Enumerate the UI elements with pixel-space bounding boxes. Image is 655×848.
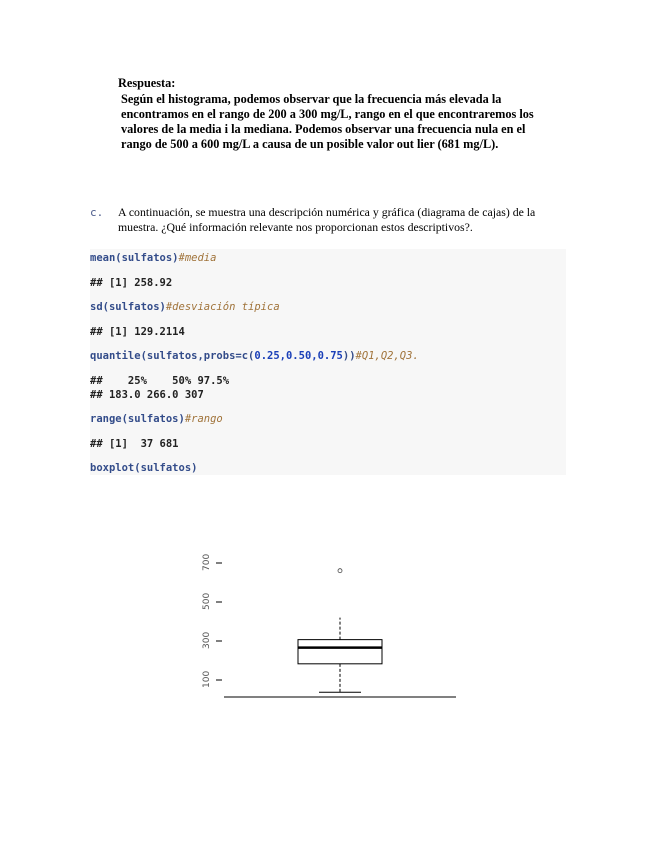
mean-line <box>90 252 216 264</box>
answer-body: Según el histograma, podemos observar que la frecuencia más elevada la encontramos en el rango de 200 a 300 mg/L, rango en el que encontraremos los valores de la media i la mediana. Podemos observar una frecuencia nula en el rango de 500 a 600 mg/L a causa de un posible valor out lier (681 mg/L). <box>121 92 534 151</box>
question-letter: c. <box>90 206 104 219</box>
iqr-box <box>298 640 382 664</box>
quantile-line <box>90 350 419 362</box>
answer-block <box>118 76 558 152</box>
sd-line <box>90 301 280 313</box>
y-axis <box>202 554 222 688</box>
question-text: A continuación, se muestra una descripción numérica y gráfica (diagrama de cajas) de la muestra. ¿Qué información relevante nos proporcionan estos descriptivos?. <box>118 205 536 234</box>
sd-output: ## [1] 129.2114 <box>90 326 185 338</box>
quantile-output-header: ## 25% 50% 97.5% <box>90 375 230 387</box>
mean-call: mean(sulfatos) <box>90 252 179 264</box>
range-comment: #rango <box>184 413 223 425</box>
range-call: range(sulfatos) <box>90 413 185 425</box>
sd-call: sd(sulfatos) <box>90 301 166 313</box>
range-output: ## [1] 37 681 <box>90 438 179 450</box>
r-code-block <box>90 249 566 475</box>
quantile-call: quantile(sulfatos,probs=c( <box>90 350 255 362</box>
quantile-probs: 0.25,0.50,0.75 <box>254 350 343 362</box>
quantile-output-values: ## 183.0 266.0 307 <box>90 389 204 401</box>
range-line <box>90 413 223 425</box>
y-tick-label: 100 <box>202 670 212 688</box>
box-plot <box>298 569 382 693</box>
mean-output: ## [1] 258.92 <box>90 277 173 289</box>
y-tick-label: 300 <box>202 631 212 649</box>
boxplot-line <box>90 462 197 474</box>
boxplot-call: boxplot(sulfatos) <box>90 462 198 474</box>
outlier-point <box>338 569 342 573</box>
y-tick-label: 700 <box>202 553 212 571</box>
sd-comment: #desviación típica <box>165 301 280 313</box>
quantile-comment: #Q1,Q2,Q3. <box>355 350 419 362</box>
y-tick-label: 500 <box>202 592 212 610</box>
answer-title: Respuesta: <box>118 76 176 90</box>
mean-comment: #media <box>178 252 217 264</box>
question-block <box>90 205 570 235</box>
quantile-close: )) <box>342 350 356 362</box>
